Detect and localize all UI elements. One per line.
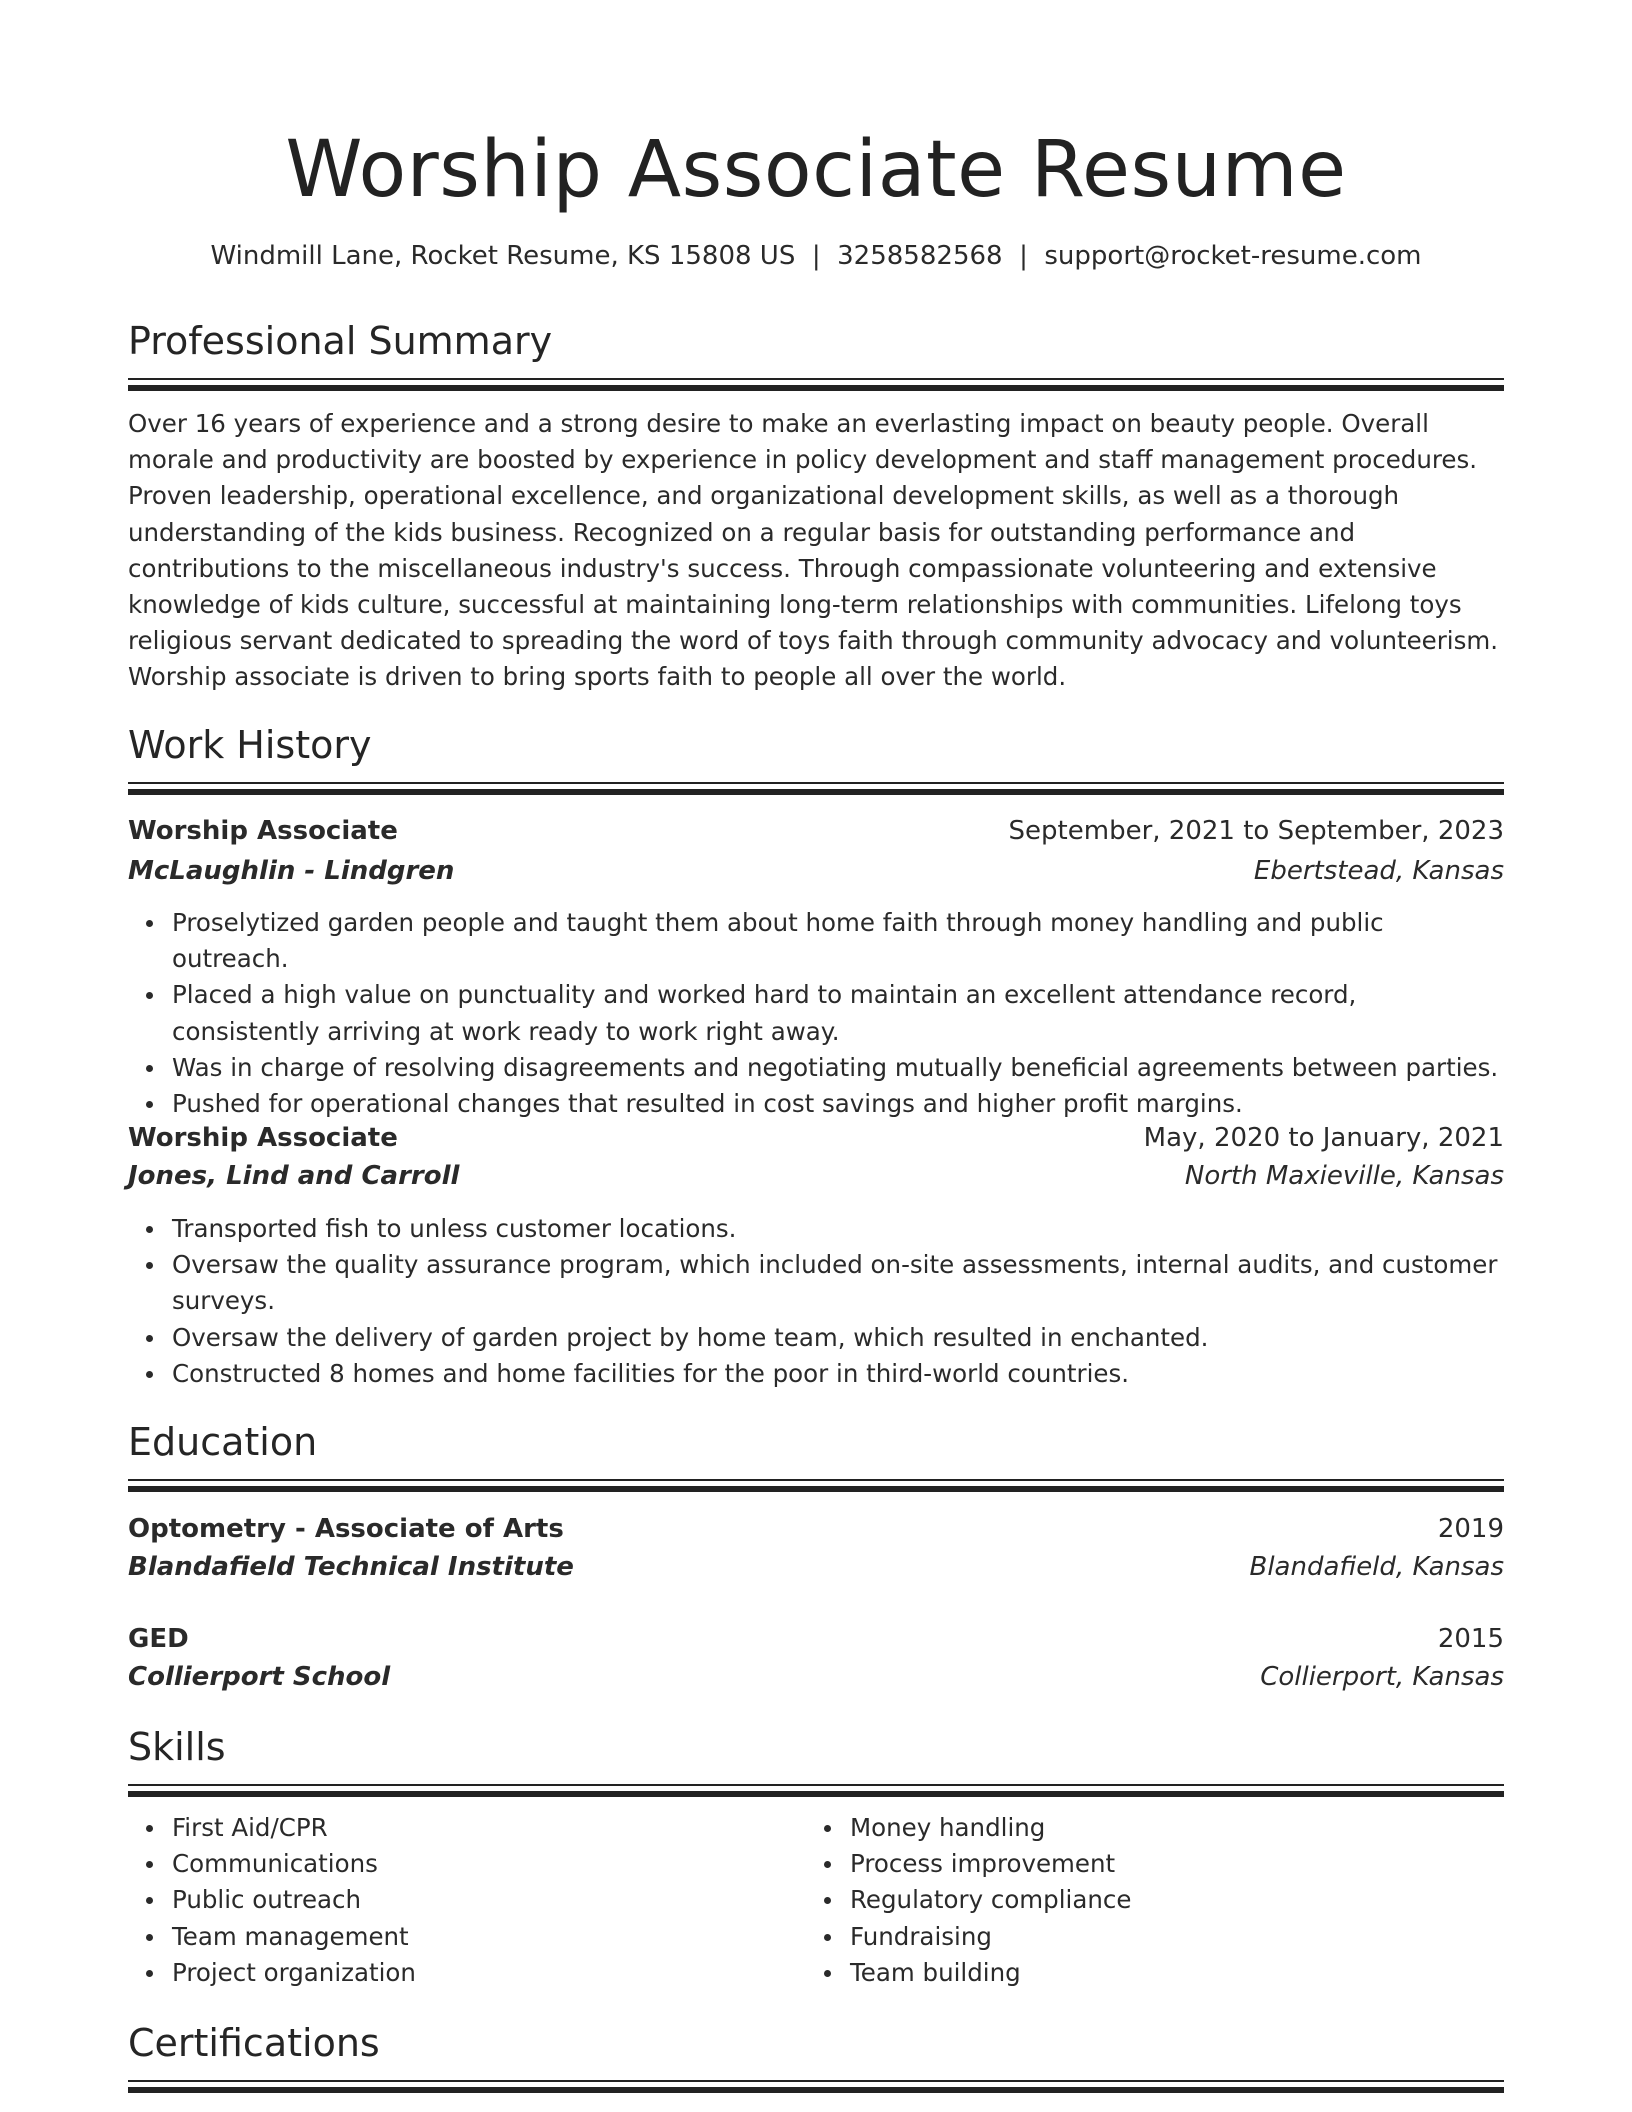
job-bullets	[128, 1211, 1504, 1392]
section-title-certifications: Certifications	[128, 2021, 380, 2065]
list-item: Placed a high value on punctuality and worked hard to maintain an excellent attendance record, consistently arriving at work ready to work right away.	[172, 977, 1504, 1049]
education-degree: GED	[128, 1624, 189, 1654]
education-header	[128, 1509, 1504, 1549]
education-year: 2015	[1437, 1624, 1504, 1654]
section-divider	[128, 1784, 1504, 1797]
job-bullets	[128, 905, 1504, 1122]
contact-line: Windmill Lane, Rocket Resume, KS 15808 US | 3258582568 | support@rocket-resume.com	[210, 241, 1422, 271]
list-item: Regulatory compliance	[850, 1882, 1632, 1918]
job-company: Jones, Lind and Carroll	[128, 1161, 460, 1191]
education-subheader	[128, 1658, 1504, 1698]
section-divider	[128, 1479, 1504, 1492]
section-title-summary: Professional Summary	[128, 319, 553, 363]
list-item: Transported fish to unless customer locations.	[172, 1211, 1504, 1247]
education-year: 2019	[1437, 1514, 1504, 1544]
job-dates: May, 2020 to January, 2021	[1143, 1123, 1504, 1153]
job-title: Worship Associate	[128, 816, 398, 846]
section-divider	[128, 782, 1504, 795]
education-subheader	[128, 1548, 1504, 1588]
skills-list-right	[806, 1810, 1632, 1991]
job-company: McLaughlin - Lindgren	[128, 856, 455, 886]
job-header	[128, 1118, 1504, 1158]
job-title: Worship Associate	[128, 1123, 398, 1153]
list-item: Fundraising	[850, 1919, 1632, 1955]
job-location: Ebertstead, Kansas	[1253, 856, 1504, 886]
list-item: Proselytized garden people and taught them about home faith through money handling and public outreach.	[172, 905, 1504, 977]
summary-text: Over 16 years of experience and a strong desire to make an everlasting impact on beauty people. Overall morale and productivity are boosted by experience in policy development and staff management procedures. Proven leadership, operational excellence, and organizational development skills, as well as a thorough understanding of the kids business. Recognized on a regular basis for outstanding performance and contributions to the miscellaneous industry's success. Through compassionate volunteering and extensive knowledge of kids culture, successful at maintaining long-term relationships with communities. Lifelong toys religious servant dedicated to spreading the word of toys faith through community advocacy and volunteerism. Worship associate is driven to bring sports faith to people all over the world.	[128, 409, 1499, 692]
list-item: Money handling	[850, 1810, 1632, 1846]
education-header	[128, 1619, 1504, 1659]
list-item: Process improvement	[850, 1846, 1632, 1882]
job-location: North Maxieville, Kansas	[1184, 1161, 1504, 1191]
education-degree: Optometry - Associate of Arts	[128, 1514, 564, 1544]
job-subheader	[128, 852, 1504, 892]
list-item: Team building	[850, 1955, 1632, 1991]
resume-title: Worship Associate Resume	[285, 125, 1347, 215]
list-item: Public outreach	[172, 1882, 1504, 1918]
list-item: Oversaw the delivery of garden project by home team, which resulted in enchanted.	[172, 1320, 1504, 1356]
education-school: Collierport School	[128, 1662, 391, 1692]
section-divider	[128, 378, 1504, 391]
list-item: First Aid/CPR	[172, 1810, 1504, 1846]
list-item: Project organization	[172, 1955, 1504, 1991]
education-location: Collierport, Kansas	[1260, 1662, 1504, 1692]
list-item: Was in charge of resolving disagreements and negotiating mutually beneficial agreements between parties.	[172, 1050, 1504, 1086]
section-title-work: Work History	[128, 723, 372, 767]
education-school: Blandafield Technical Institute	[128, 1552, 574, 1582]
list-item: Constructed 8 homes and home facilities for the poor in third-world countries.	[172, 1356, 1504, 1392]
section-title-education: Education	[128, 1420, 318, 1464]
list-item: Pushed for operational changes that resulted in cost savings and higher profit margins.	[172, 1086, 1504, 1122]
list-item: Team management	[172, 1919, 1504, 1955]
list-item: Oversaw the quality assurance program, which included on-site assessments, internal audits, and customer surveys.	[172, 1247, 1504, 1319]
job-dates: September, 2021 to September, 2023	[1008, 816, 1504, 846]
job-header	[128, 811, 1504, 851]
section-divider	[128, 2080, 1504, 2093]
job-subheader	[128, 1157, 1504, 1197]
list-item: Communications	[172, 1846, 1504, 1882]
section-title-skills: Skills	[128, 1725, 226, 1769]
education-location: Blandafield, Kansas	[1249, 1552, 1504, 1582]
